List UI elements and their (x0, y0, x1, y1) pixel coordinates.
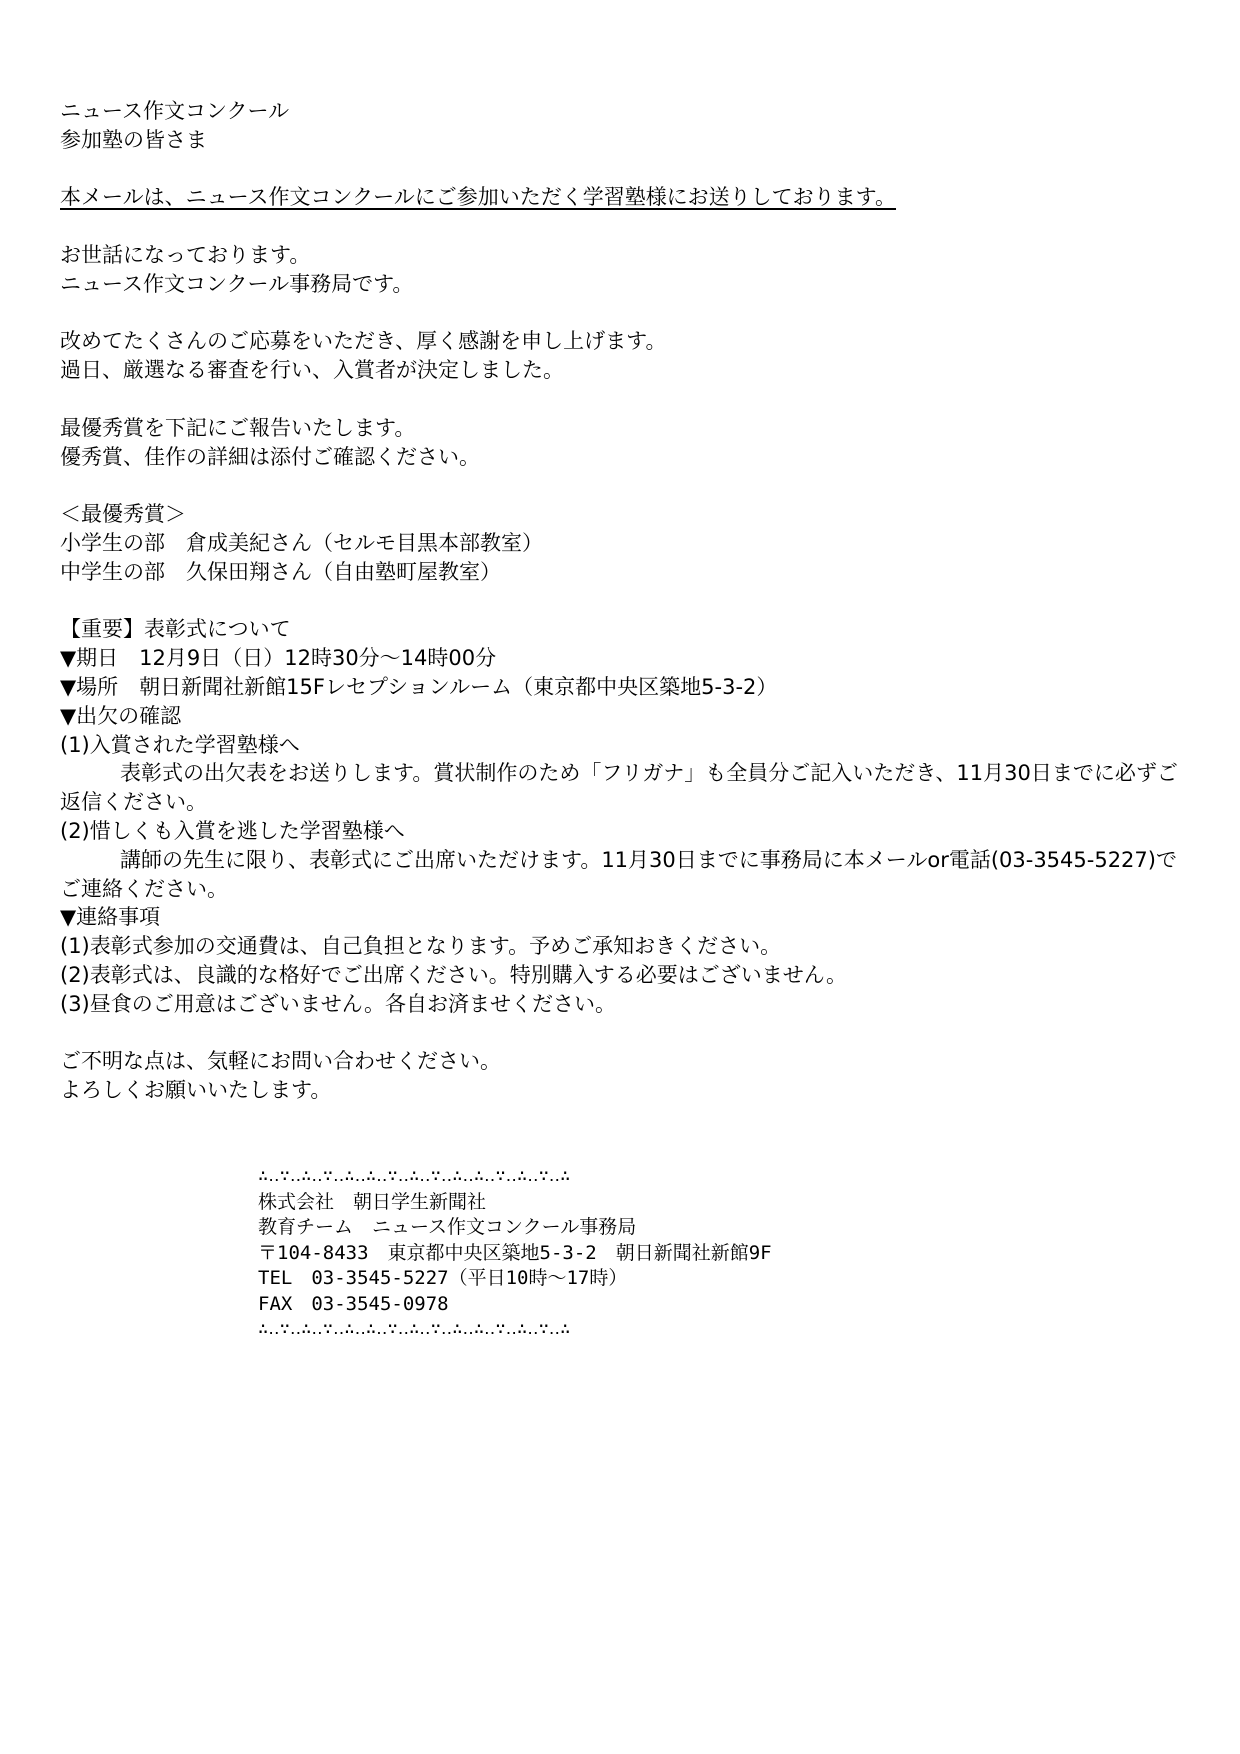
header-line-2: 参加塾の皆さま (60, 127, 207, 152)
award-heading: ＜最優秀賞＞ (60, 502, 186, 527)
signature-divider-bottom: ∴‥∵‥∴‥∵‥∴‥∴‥∵‥∴‥∵‥∴‥∴‥∵‥∴‥∵‥∴ (258, 1319, 571, 1339)
winners-heading: (1)入賞された学習塾様へ (60, 732, 300, 757)
note-2: (2)表彰式は、良識的な格好でご出席ください。特別購入する必要はございません。 (60, 962, 848, 987)
spacer (60, 299, 1190, 328)
spacer (60, 471, 1190, 500)
ceremony-place: ▼場所 朝日新聞社新館15Fレセプションルーム（東京都中央区築地5-3-2） (60, 674, 778, 699)
signature-block (258, 1164, 978, 1343)
greeting-line-2: ニュース作文コンクール事務局です。 (60, 271, 414, 296)
spacer (60, 155, 1190, 184)
winners-body: 表彰式の出欠表をお送りします。賞状制作のため「フリガナ」も全員分ご記入いただき、11月30日までに必ずご返信ください。 (60, 761, 1178, 815)
email-body (60, 97, 1190, 1105)
notice-line (60, 183, 1190, 212)
spacer (60, 385, 1190, 414)
spacer (60, 212, 1190, 241)
signature-team: 教育チーム ニュース作文コンクール事務局 (258, 1216, 637, 1238)
thanks-line-1: 改めてたくさんのご応募をいただき、厚く感謝を申し上げます。 (60, 329, 667, 354)
notice-text: 本メールは、ニュース作文コンクールにご参加いただく学習塾様にお送りしております。 (60, 185, 897, 210)
closing-line-2: よろしくお願いいたします。 (60, 1078, 332, 1103)
report-line-1: 最優秀賞を下記にご報告いたします。 (60, 415, 416, 440)
signature-company: 株式会社 朝日学生新聞社 (258, 1190, 487, 1213)
ceremony-date: ▼期日 12月9日（日）12時30分～14時00分 (60, 646, 497, 671)
greeting-line-1: お世話になっております。 (60, 242, 311, 267)
others-body: 講師の先生に限り、表彰式にご出席いただけます。11月30日までに事務局に本メールor電話(03-3545-5227)でご連絡ください。 (60, 847, 1177, 901)
award-elementary: 小学生の部 倉成美紀さん（セルモ目黒本部教室） (60, 530, 543, 555)
spacer (60, 587, 1190, 616)
signature-fax: FAX 03-3545-0978 (258, 1292, 449, 1315)
spacer (60, 1019, 1190, 1048)
signature-address: 〒104-8433 東京都中央区築地5-3-2 朝日新聞社新館9F (258, 1241, 772, 1264)
attendance-heading: ▼出欠の確認 (60, 703, 182, 728)
signature-tel: TEL 03-3545-5227（平日10時～17時） (258, 1267, 628, 1289)
note-1: (1)表彰式参加の交通費は、自己負担となります。予めご承知おきください。 (60, 934, 782, 959)
report-line-2: 優秀賞、佳作の詳細は添付ご確認ください。 (60, 444, 480, 469)
award-junior-high: 中学生の部 久保田翔さん（自由塾町屋教室） (60, 559, 501, 584)
ceremony-heading: 【重要】表彰式について (60, 617, 291, 642)
notes-heading: ▼連絡事項 (60, 905, 161, 930)
signature-divider-top: ∴‥∵‥∴‥∵‥∴‥∴‥∵‥∴‥∵‥∴‥∴‥∵‥∴‥∵‥∴ (258, 1166, 571, 1186)
note-3: (3)昼食のご用意はございません。各自お済ませください。 (60, 991, 617, 1016)
header-line-1: ニュース作文コンクール (60, 99, 290, 123)
thanks-line-2: 過日、厳選なる審査を行い、入賞者が決定しました。 (60, 358, 564, 383)
closing-line-1: ご不明な点は、気軽にお問い合わせください。 (60, 1049, 501, 1074)
others-heading: (2)惜しくも入賞を逃した学習塾様へ (60, 818, 405, 843)
